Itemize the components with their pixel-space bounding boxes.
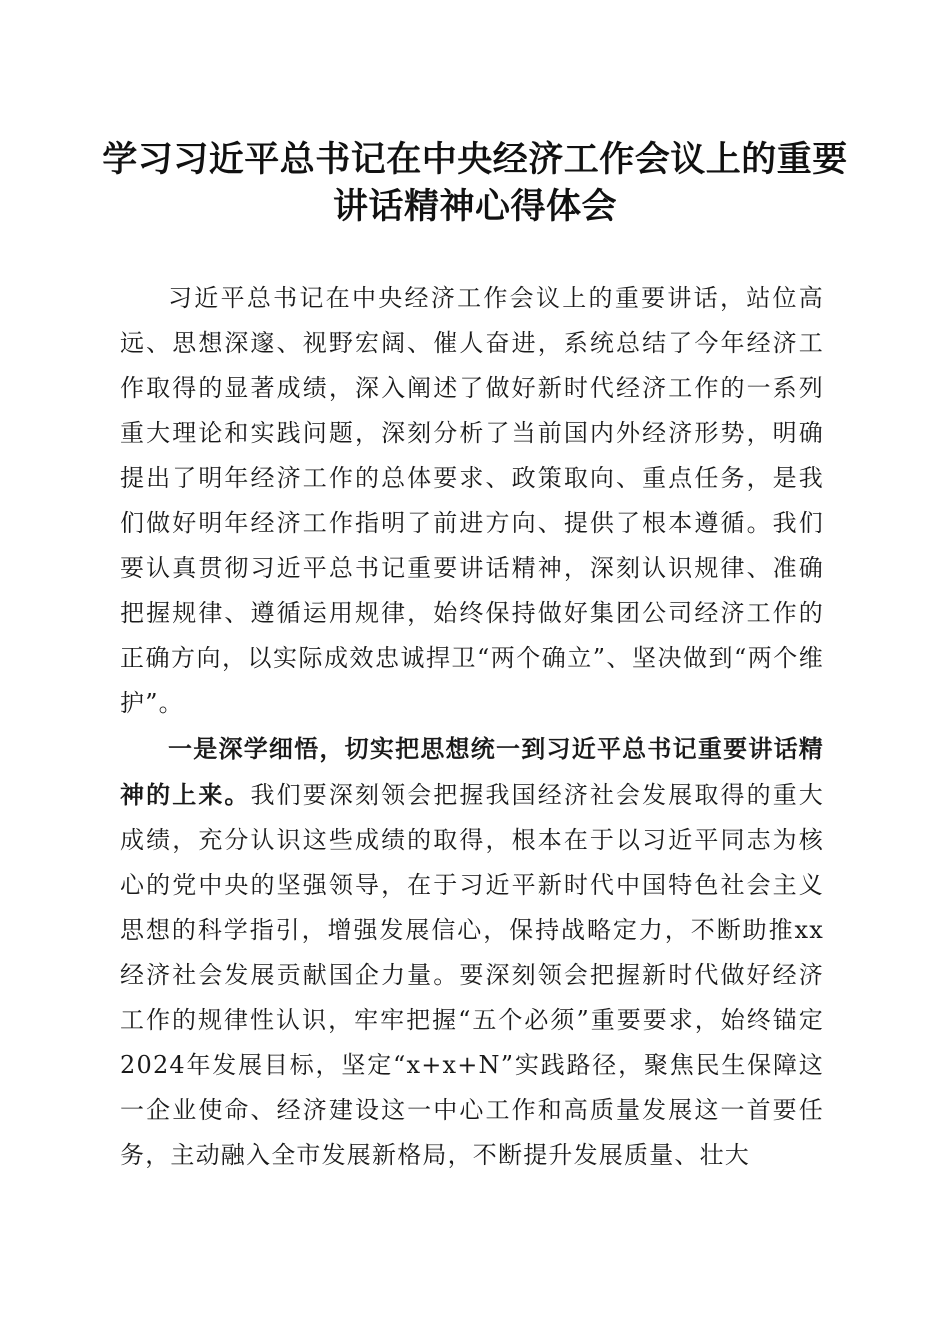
paragraph-point-one-heading: 一是深学细悟，切实把思想统一到习近平总书记重要讲话精神的上来。 [120,734,824,809]
paragraph-point-one [120,726,824,1178]
paragraph-point-one-text: 我们要深刻领会把握我国经济社会发展取得的重大成绩，充分认识这些成绩的取得，根本在于以习近平同志为核心的党中央的坚强领导，在于习近平新时代中国特色社会主义思想的科学指引，增强发展信心，保持战略定力，不断助推xx经济社会发展贡献国企力量。要深刻领会把握新时代做好经济工作的规律性认识，牢牢把握“五个必须”重要要求，始终锚定2024年发展目标，坚定“x+x+N”实践路径，聚焦民生保障这一企业使命、经济建设这一中心工作和高质量发展这一首要任务，主动融入全市发展新格局，不断提升发展质量、壮大 [120,781,825,1169]
paragraph-intro [120,276,824,726]
document-title: 学习习近平总书记在中央经济工作会议上的重要讲话精神心得体会 [102,139,848,227]
paragraph-intro-text: 习近平总书记在中央经济工作会议上的重要讲话，站位高远、思想深邃、视野宏阔、催人奋进，系统总结了今年经济工作取得的显著成绩，深入阐述了做好新时代经济工作的一系列重大理论和实践问题，深刻分析了当前国内外经济形势，明确提出了明年经济工作的总体要求、政策取向、重点任务，是我们做好明年经济工作指明了前进方向、提供了根本遵循。我们要认真贯彻习近平总书记重要讲话精神，深刻认识规律、准确把握规律、遵循运用规律，始终保持做好集团公司经济工作的正确方向，以实际成效忠诚捍卫“两个确立”、坚决做到“两个维护”。 [120,284,824,717]
document-body [120,276,824,1178]
